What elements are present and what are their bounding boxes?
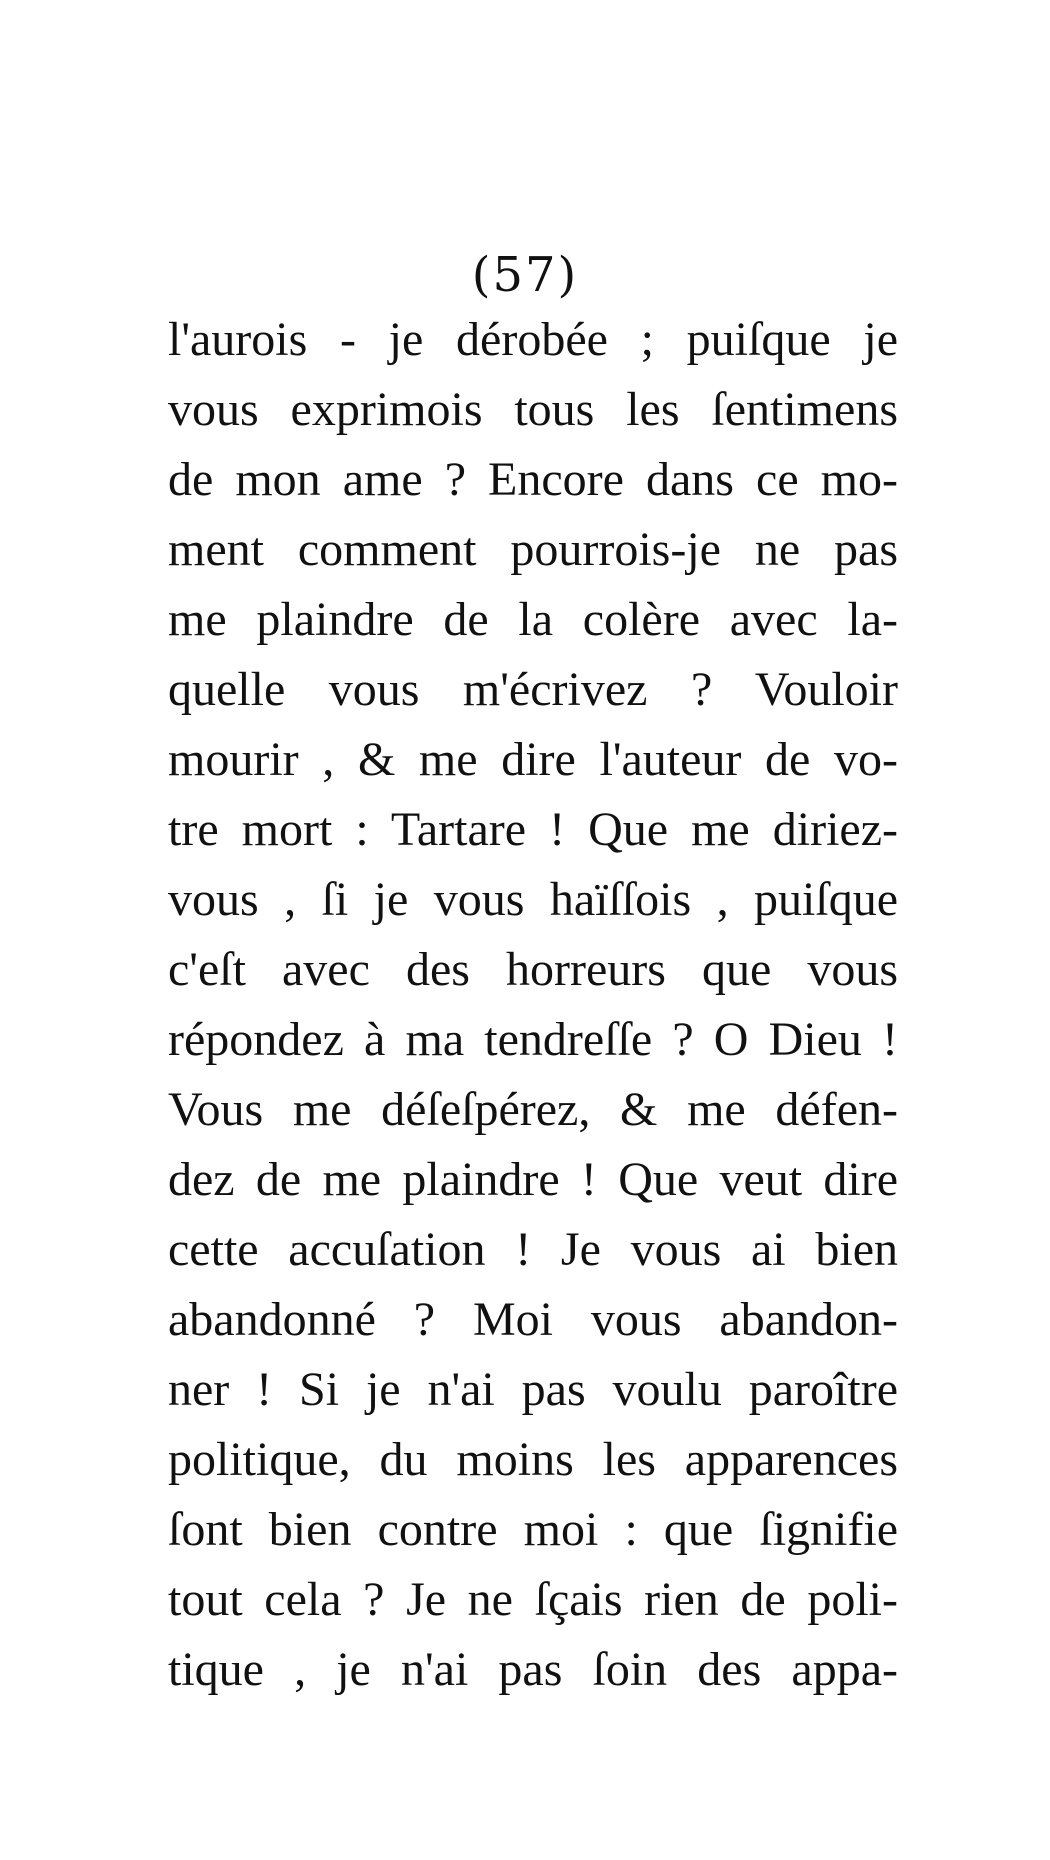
text-line: tique , je n'ai pas ſoin des appa- bbox=[168, 1643, 898, 1696]
text-line: tre mort : Tartare ! Que me diriez- bbox=[168, 803, 898, 856]
text-line: abandonné ? Moi vous abandon- bbox=[168, 1293, 898, 1346]
text-line: mourir , & me dire l'auteur de vo- bbox=[168, 733, 898, 786]
text-line: tout cela ? Je ne ſçais rien de poli- bbox=[168, 1573, 898, 1626]
text-line: vous exprimois tous les ſentimens bbox=[168, 383, 898, 436]
body-text bbox=[168, 305, 898, 1705]
text-line: ment comment pourrois-je ne pas bbox=[168, 523, 898, 576]
text-line: de mon ame ? Encore dans ce mo- bbox=[168, 453, 898, 506]
text-line: ſont bien contre moi : que ſignifie bbox=[168, 1503, 898, 1556]
page-number: (57) bbox=[471, 247, 579, 303]
text-line: répondez à ma tendreſſe ? O Dieu ! bbox=[168, 1013, 898, 1066]
text-line: vous , ſi je vous haïſſois , puiſque bbox=[168, 873, 898, 926]
text-line: c'eſt avec des horreurs que vous bbox=[168, 943, 898, 996]
text-line: cette accuſation ! Je vous ai bien bbox=[168, 1223, 898, 1276]
text-line: dez de me plaindre ! Que veut dire bbox=[168, 1153, 898, 1206]
text-line: politique, du moins les apparences bbox=[168, 1433, 898, 1486]
text-line: me plaindre de la colère avec la- bbox=[168, 593, 898, 646]
text-line: Vous me déſeſpérez, & me défen- bbox=[168, 1083, 898, 1136]
text-line: ner ! Si je n'ai pas voulu paroître bbox=[168, 1363, 898, 1416]
text-line: quelle vous m'écrivez ? Vouloir bbox=[168, 663, 898, 716]
text-line: l'aurois - je dérobée ; puiſque je bbox=[168, 313, 898, 366]
